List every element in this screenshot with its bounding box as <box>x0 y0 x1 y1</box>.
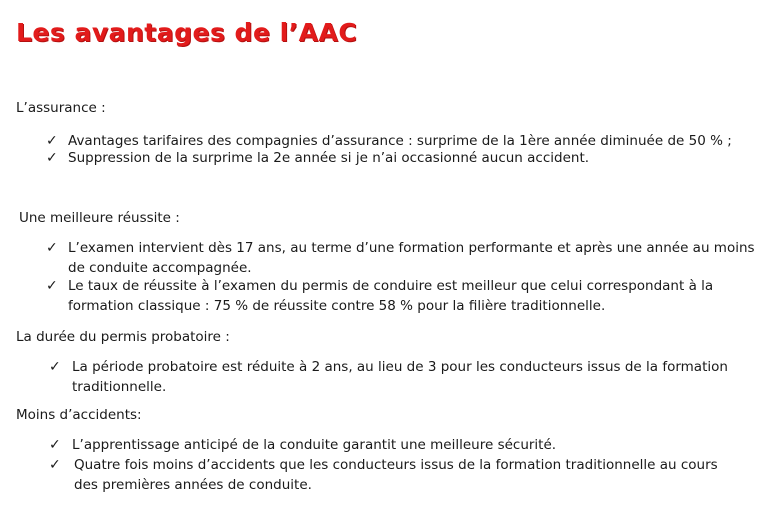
list-item: La période probatoire est réduite à 2 ans, au lieu de 3 pour les conducteurs issus de la formation traditionnelle. <box>72 359 728 395</box>
check-icon: ✓ <box>49 437 61 453</box>
list-item: Quatre fois moins d’accidents que les conducteurs issus de la formation traditionnelle au cours des premières années de conduite. <box>74 457 718 493</box>
check-icon: ✓ <box>46 278 58 294</box>
check-icon: ✓ <box>46 240 58 256</box>
list-item: L’examen intervient dès 17 ans, au terme d’une formation performante et après une année au moins de conduite accompagnée. <box>68 240 755 276</box>
list-item: L’apprentissage anticipé de la conduite garantit une meilleure sécurité. <box>72 437 557 453</box>
page-title: Les avantages de l’AAC <box>16 18 358 47</box>
list-item: Le taux de réussite à l’examen du permis de conduire est meilleur que celui correspondant à la formation classique : 75 % de réussite contre 58 % pour la filière traditionnelle. <box>68 278 714 314</box>
list-item: Avantages tarifaires des compagnies d’assurance : surprime de la 1ère année diminuée de 50 % ; <box>68 133 732 149</box>
check-icon: ✓ <box>46 133 58 149</box>
section-heading-probatoire: La durée du permis probatoire : <box>16 329 230 345</box>
section-heading-assurance: L’assurance : <box>16 100 106 116</box>
list-item: Suppression de la surprime la 2e année si je n’ai occasionné aucun accident. <box>68 150 590 166</box>
check-icon: ✓ <box>49 359 61 375</box>
check-icon: ✓ <box>49 457 61 473</box>
check-icon: ✓ <box>46 150 58 166</box>
section-heading-accidents: Moins d’accidents: <box>16 407 142 423</box>
section-heading-reussite: Une meilleure réussite : <box>19 210 180 226</box>
